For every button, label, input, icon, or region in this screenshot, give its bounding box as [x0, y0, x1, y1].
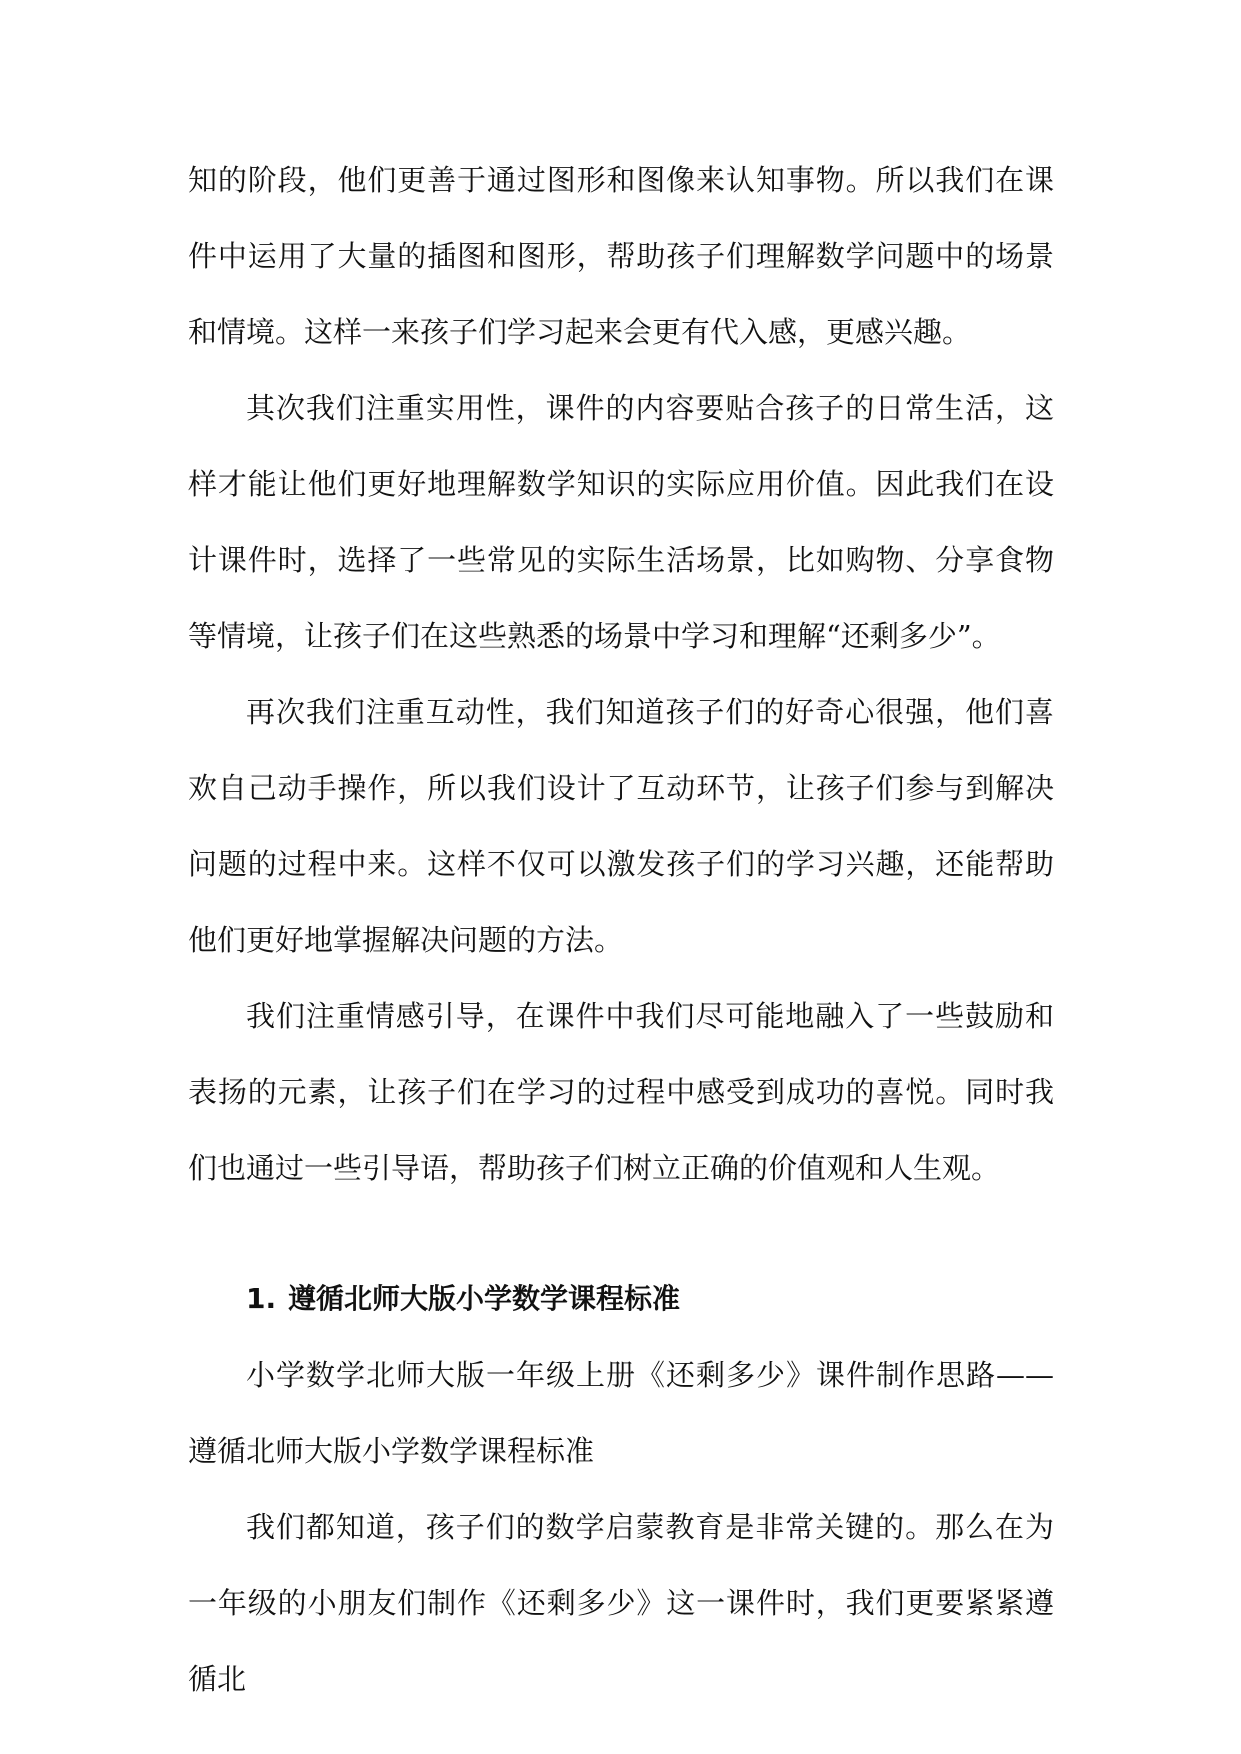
section-title: 遵循北师大版小学数学课程标准: [288, 1282, 681, 1315]
paragraph-courseware-title: 小学数学北师大版一年级上册《还剩多少》课件制作思路——遵循北师大版小学数学课程标准: [188, 1358, 1054, 1468]
paragraph-continued: 知的阶段，他们更善于通过图形和图像来认知事物。所以我们在课件中运用了大量的插图和图形，帮助孩子们理解数学问题中的场景和情境。这样一来孩子们学习起来会更有代入感，更感兴趣。: [188, 163, 1054, 349]
paragraph-practicality: 其次我们注重实用性，课件的内容要贴合孩子的日常生活，这样才能让他们更好地理解数学知识的实际应用价值。因此我们在设计课件时，选择了一些常见的实际生活场景，比如购物、分享食物等情境，让孩子们在这些熟悉的场景中学习和理解“还剩多少”。: [188, 391, 1054, 653]
paragraph-enlightenment: 我们都知道，孩子们的数学启蒙教育是非常关键的。那么在为一年级的小朋友们制作《还剩多少》这一课件时，我们更要紧紧遵循北: [188, 1510, 1054, 1696]
section-number: 1.: [246, 1282, 277, 1315]
paragraph-interactivity: 再次我们注重互动性，我们知道孩子们的好奇心很强，他们喜欢自己动手操作，所以我们设计了互动环节，让孩子们参与到解决问题的过程中来。这样不仅可以激发孩子们的学习兴趣，还能帮助他们更好地掌握解决问题的方法。: [188, 695, 1054, 957]
document-body: [188, 142, 1054, 1717]
paragraph-emotional-guidance: 我们注重情感引导，在课件中我们尽可能地融入了一些鼓励和表扬的元素，让孩子们在学习的过程中感受到成功的喜悦。同时我们也通过一些引导语，帮助孩子们树立正确的价值观和人生观。: [188, 999, 1054, 1185]
section-heading: [188, 1261, 1054, 1337]
